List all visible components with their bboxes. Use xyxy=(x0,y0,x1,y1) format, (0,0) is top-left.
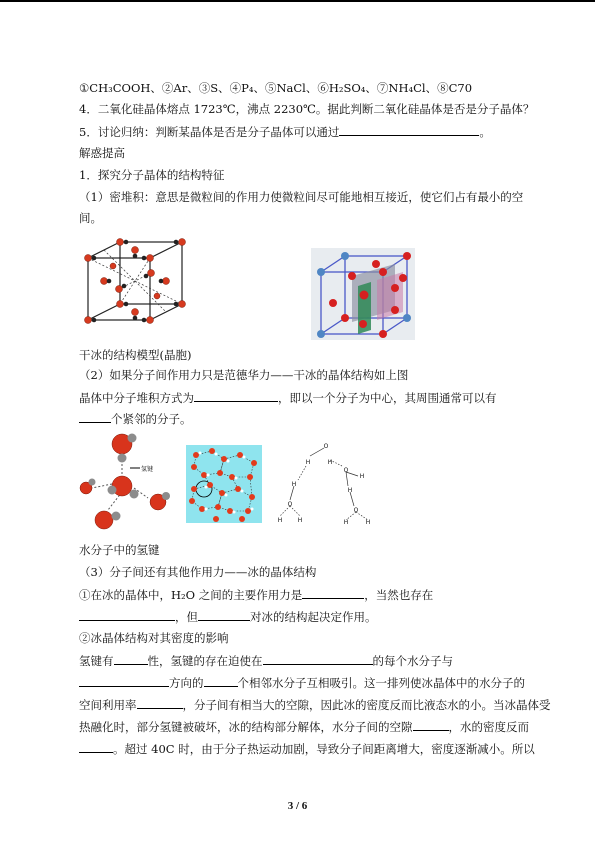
paragraph-density-5 xyxy=(79,741,535,756)
q5-end: 。 xyxy=(479,125,491,139)
packing-blank xyxy=(194,390,278,402)
paragraph-ice-force xyxy=(79,587,433,602)
density-text-c: 的每个水分子与 xyxy=(372,654,453,668)
tree-hydrogen-9: H xyxy=(365,519,371,526)
density-blank-4 xyxy=(204,675,238,687)
hydrogen-bond-label: 氢键 xyxy=(141,466,154,473)
section-title: 解惑提高 xyxy=(79,146,125,160)
packing-text-end: ，即以一个分子为中心，其周围通常可以有 xyxy=(278,391,497,405)
paragraph-ice-force-2 xyxy=(79,609,377,624)
paragraph-neighbors xyxy=(79,411,192,426)
density-text-j: 。超过 40C 时，由于分子热运动加剧，导致分子间距离增大，密度逐渐减小。所以 xyxy=(113,742,535,756)
ice-force-but: ，但 xyxy=(175,610,198,624)
tree-oxygen-4: O xyxy=(353,507,359,514)
subsection-1: 1．探究分子晶体的结构特征 xyxy=(79,168,225,182)
ice-force-text-end: ，当然也存在 xyxy=(364,588,434,602)
density-text-e: 个相邻水分子互相吸引。这一排列使冰晶体中的水分子的 xyxy=(237,676,525,690)
compound-list: ①CH₃COOH、②Ar、③S、④P₄、⑤NaCl、⑥H₂SO₄、⑦NH₄Cl、⑧C70 xyxy=(79,81,473,95)
density-text-h: 热融化时，部分氢键被破坏，冰的结构部分解体，水分子间的空隙 xyxy=(79,720,413,734)
tree-oxygen-3: O xyxy=(287,501,293,508)
packing-text: 晶体中分子堆积方式为 xyxy=(79,391,194,405)
paragraph-van-der-waals: （2）如果分子间作用力只是范德华力——干冰的晶体结构如上图 xyxy=(79,368,409,382)
tree-hydrogen-3: H xyxy=(359,473,365,480)
figure-caption-dry-ice: 干冰的结构模型(晶胞) xyxy=(79,348,192,362)
header-rule xyxy=(0,0,595,2)
tree-hydrogen-1: H xyxy=(305,459,311,466)
dry-ice-3d-model-figure xyxy=(311,248,415,340)
density-blank-6 xyxy=(413,719,449,731)
ice-force-decisive: 对冰的结构起决定作用。 xyxy=(250,610,377,624)
hydrogen-bond-tree-diagram xyxy=(270,440,378,526)
paragraph-density-1 xyxy=(79,653,453,668)
paragraph-ice-structure: （3）分子间还有其他作用力——冰的晶体结构 xyxy=(79,565,317,579)
ice-force-blank xyxy=(302,587,364,599)
tree-hydrogen-7: H xyxy=(297,517,303,524)
tree-hydrogen-6: H xyxy=(277,517,283,524)
paragraph-close-packing-end: 间。 xyxy=(79,211,102,225)
tree-oxygen-1: O xyxy=(323,443,329,450)
paragraph-density-3 xyxy=(79,697,551,712)
density-blank-2 xyxy=(263,653,373,665)
density-blank-7 xyxy=(79,741,113,753)
density-text-a: 氢键有 xyxy=(79,654,114,668)
question-4: 4．二氧化硅晶体熔点 1723℃，沸点 2230℃。据此判断二氧化硅晶体是否是分子晶体？ xyxy=(79,102,535,116)
neighbors-text: 个紧邻的分子。 xyxy=(111,412,192,426)
density-text-i: ，水的密度反而 xyxy=(448,720,529,734)
density-blank-5 xyxy=(137,697,183,709)
model-plane-pink xyxy=(377,272,403,320)
paragraph-packing xyxy=(79,390,497,405)
ice-force-blank-3 xyxy=(198,609,250,621)
page-number: 3 / 6 xyxy=(287,800,308,812)
paragraph-density-4 xyxy=(79,719,529,734)
tree-oxygen-2: O xyxy=(343,467,349,474)
q5-text: 5．讨论归纳：判断某晶体是否是分子晶体可以通过 xyxy=(79,125,340,139)
paragraph-density-heading: ②冰晶体结构对其密度的影响 xyxy=(79,631,229,645)
tree-hydrogen-5: H xyxy=(347,487,353,494)
water-hydrogen-bond-figure xyxy=(78,430,176,532)
paragraph-density-2 xyxy=(79,675,525,690)
q5-blank xyxy=(339,124,479,136)
ice-force-blank-2 xyxy=(79,609,175,621)
question-5 xyxy=(79,124,491,139)
paragraph-close-packing: （1）密堆积：意思是微粒间的作用力使微粒间尽可能地相互接近，使它们占有最小的空 xyxy=(79,190,524,204)
tree-hydrogen-8: H xyxy=(343,519,349,526)
figure-caption-hydrogen-bond: 水分子中的氢键 xyxy=(79,543,160,557)
neighbors-blank xyxy=(79,411,111,423)
density-blank-3 xyxy=(79,675,169,687)
tree-hydrogen-4: H xyxy=(291,481,297,488)
dry-ice-unit-cell-figure xyxy=(80,236,190,334)
density-text-b: 性，氢键的存在迫使在 xyxy=(147,654,263,668)
density-text-g: ，分子间有相当大的空隙，因此冰的密度反而比液态水的小。当冰晶体受 xyxy=(182,698,551,712)
density-text-f: 空间利用率 xyxy=(79,698,137,712)
ice-force-text: ①在冰的晶体中，H₂O 之间的主要作用力是 xyxy=(79,588,303,602)
ice-crystal-lattice-figure xyxy=(186,445,262,523)
tree-hydrogen-2: H xyxy=(327,459,333,466)
density-blank-1 xyxy=(114,653,148,665)
density-text-d: 方向的 xyxy=(169,676,204,690)
